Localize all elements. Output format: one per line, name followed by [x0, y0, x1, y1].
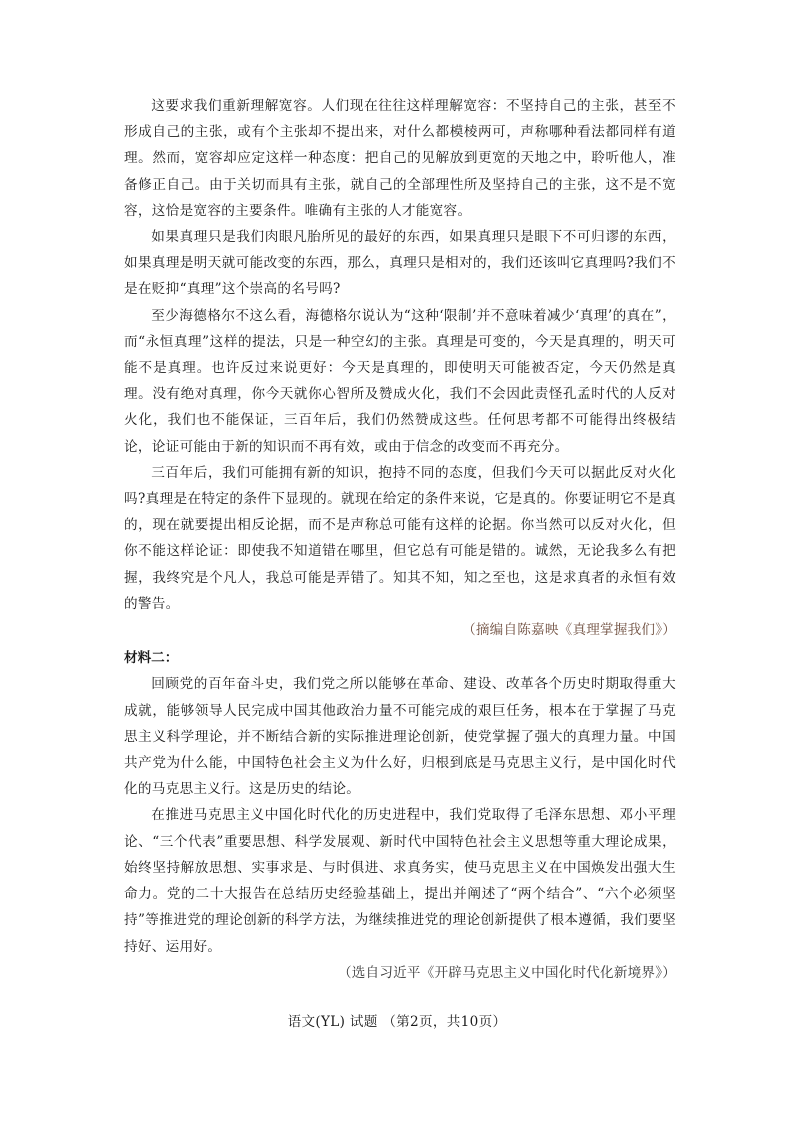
- material2-paragraph-2: 在推进马克思主义中国化时代化的历史进程中，我们党取得了毛泽东思想、邓小平理论、“三个代表”重要思想、科学发展观、新时代中国特色社会主义思想等重大理论成果，始终坚持解放思想、实事求是、与时俱进、求真务实，使马克思主义在中国焕发出强大生命力。党的二十大报告在总结历史经验基础上，提出并阐述了“两个结合”、“六个必须坚持”等推进党的理论创新的科学方法，为继续推进党的理论创新提供了根本遵循，我们要坚持好、运用好。: [124, 807, 676, 955]
- material2-source: （选自习近平《开辟马克思主义中国化时代化新境界》）: [337, 964, 676, 981]
- material1-paragraph-4: 三百年后，我们可能拥有新的知识，抱持不同的态度，但我们今天可以据此反对火化吗?真理是在特定的条件下显现的。就现在给定的条件来说，它是真的。你要证明它不是真的，现在就要提出相反论据，而不是声称总可能有这样的论据。你当然可以反对火化，但你不能这样论证：即使我不知道错在哪里，但它总有可能是错的。诚然，无论我多么有把握，我终究是个凡人，我总可能是弄错了。知其不知，知之至也，这是求真者的永恒有效的警告。: [124, 464, 676, 612]
- page-content: [124, 93, 676, 986]
- material1-paragraph-2: 如果真理只是我们肉眼凡胎所见的最好的东西，如果真理只是眼下不可归谬的东西，如果真理是明天就可能改变的东西，那么，真理只是相对的，我们还该叫它真理吗?我们不是在贬抑“真理”这个崇高的名号吗?: [124, 229, 676, 298]
- page-footer: 语文(YL) 试题 （第2页，共10页）: [287, 1014, 507, 1030]
- material1-paragraph-3: 至少海德格尔不这么看，海德格尔说认为“这种‘限制’并不意味着减少‘真理’的真在”，而“永恒真理”这样的提法，只是一种空幻的主张。真理是可变的，今天是真理的，明天可能不是真理。也许反过来说更好：今天是真理的，即使明天可能被否定，今天仍然是真理。没有绝对真理，你今天就你心智所及赞成火化，我们不会因此责怪孔孟时代的人反对火化，我们也不能保证，三百年后，我们仍然赞成这些。任何思考都不可能得出终极结论，论证可能由于新的知识而不再有效，或由于信念的改变而不再充分。: [124, 307, 676, 455]
- material2-paragraph-1: 回顾党的百年奋斗史，我们党之所以能够在革命、建设、改革各个历史时期取得重大成就，能够领导人民完成中国其他政治力量不可能完成的艰巨任务，根本在于掌握了马克思主义科学理论，并不断结合新的实际推进理论创新，使党掌握了强大的真理力量。中国共产党为什么能，中国特色社会主义为什么好，归根到底是马克思主义行，是中国化时代化的马克思主义行。这是历史的结论。: [124, 676, 676, 798]
- material2-heading: 材料二：: [124, 650, 179, 667]
- material1-paragraph-1: 这要求我们重新理解宽容。人们现在往往这样理解宽容：不坚持自己的主张，甚至不形成自己的主张，或有个主张却不提出来，对什么都模棱两可，声称哪种看法都同样有道理。然而，宽容却应定这样一种态度：把自己的见解放到更宽的天地之中，聆听他人，准备修正自己。由于关切而具有主张，就自己的全部理性所及坚持自己的主张，这不是不宽容，这恰是宽容的主要条件。唯确有主张的人才能宽容。: [124, 98, 676, 219]
- material1-source: （摘编自陈嘉映《真理掌握我们》）: [462, 622, 676, 639]
